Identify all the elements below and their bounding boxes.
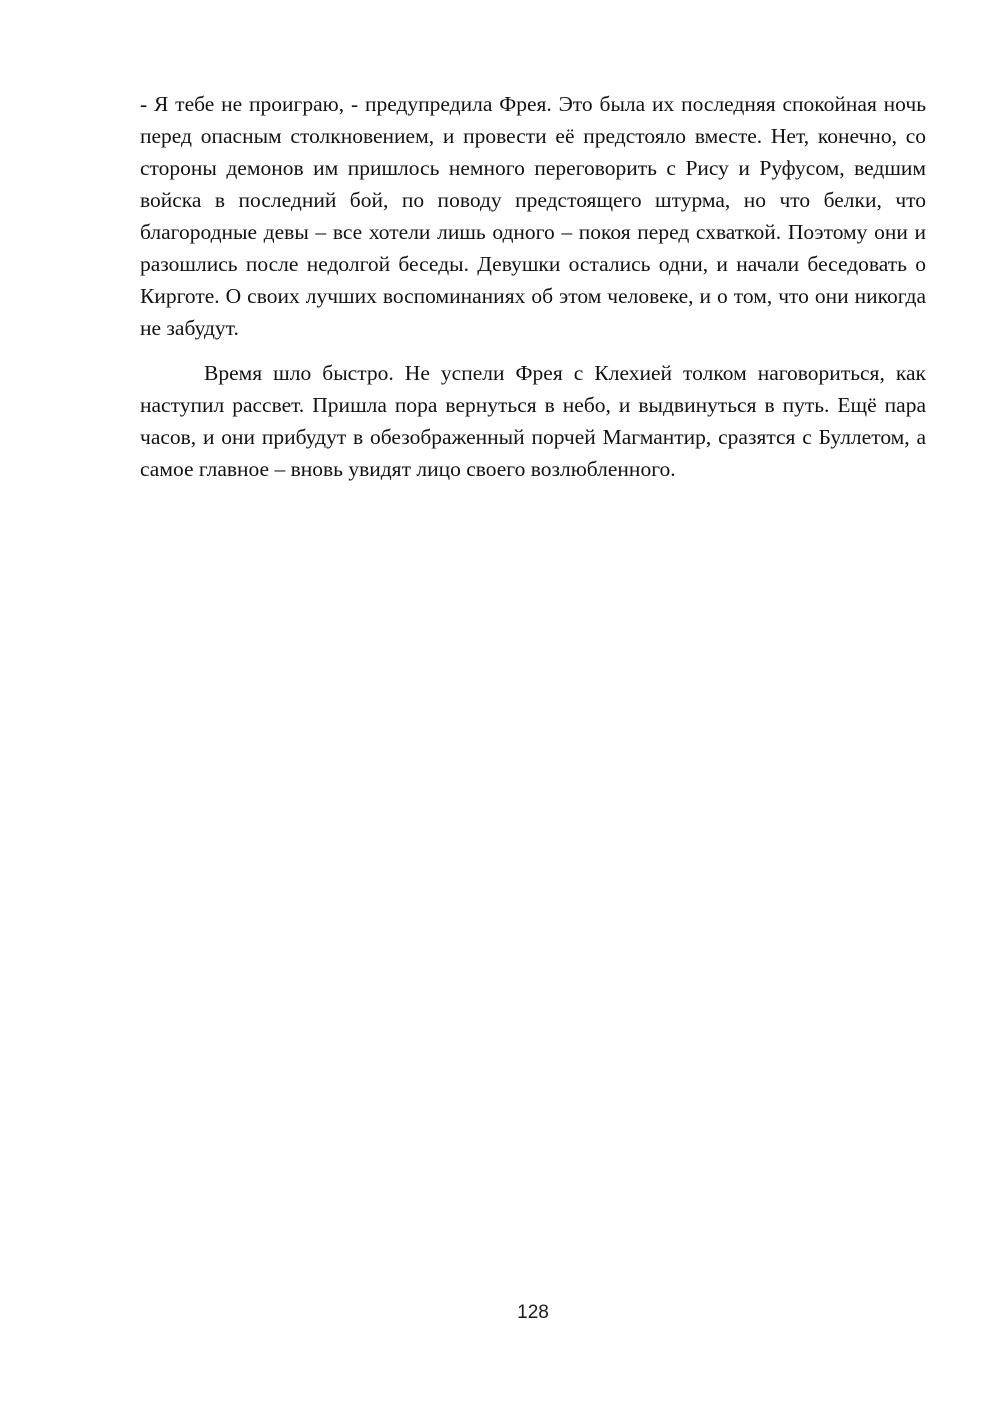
page-content xyxy=(140,88,926,485)
page-number: 128 xyxy=(517,1302,549,1323)
paragraph-1: - Я тебе не проиграю, - предупредила Фрея. Это была их последняя спокойная ночь перед опасным столкновением, и провести её предстояло вместе. Нет, конечно, со стороны демонов им пришлось немного переговорить с Рису и Руфусом, ведшим войска в последний бой, по поводу предстоящего штурма, но что белки, что благородные девы – все хотели лишь одного – покоя перед схваткой. Поэтому они и разошлись после недолгой беседы. Девушки остались одни, и начали беседовать о Кирготе. О своих лучших воспоминаниях об этом человеке, и о том, что они никогда не забудут. xyxy=(140,92,926,340)
paragraph-2: Время шло быстро. Не успели Фрея с Клехией толком наговориться, как наступил рассвет. Пришла пора вернуться в небо, и выдвинуться в путь. Ещё пара часов, и они прибудут в обезображенный порчей Магмантир, сразятся с Буллетом, а самое главное – вновь увидят лицо своего возлюбленного. xyxy=(140,361,926,481)
